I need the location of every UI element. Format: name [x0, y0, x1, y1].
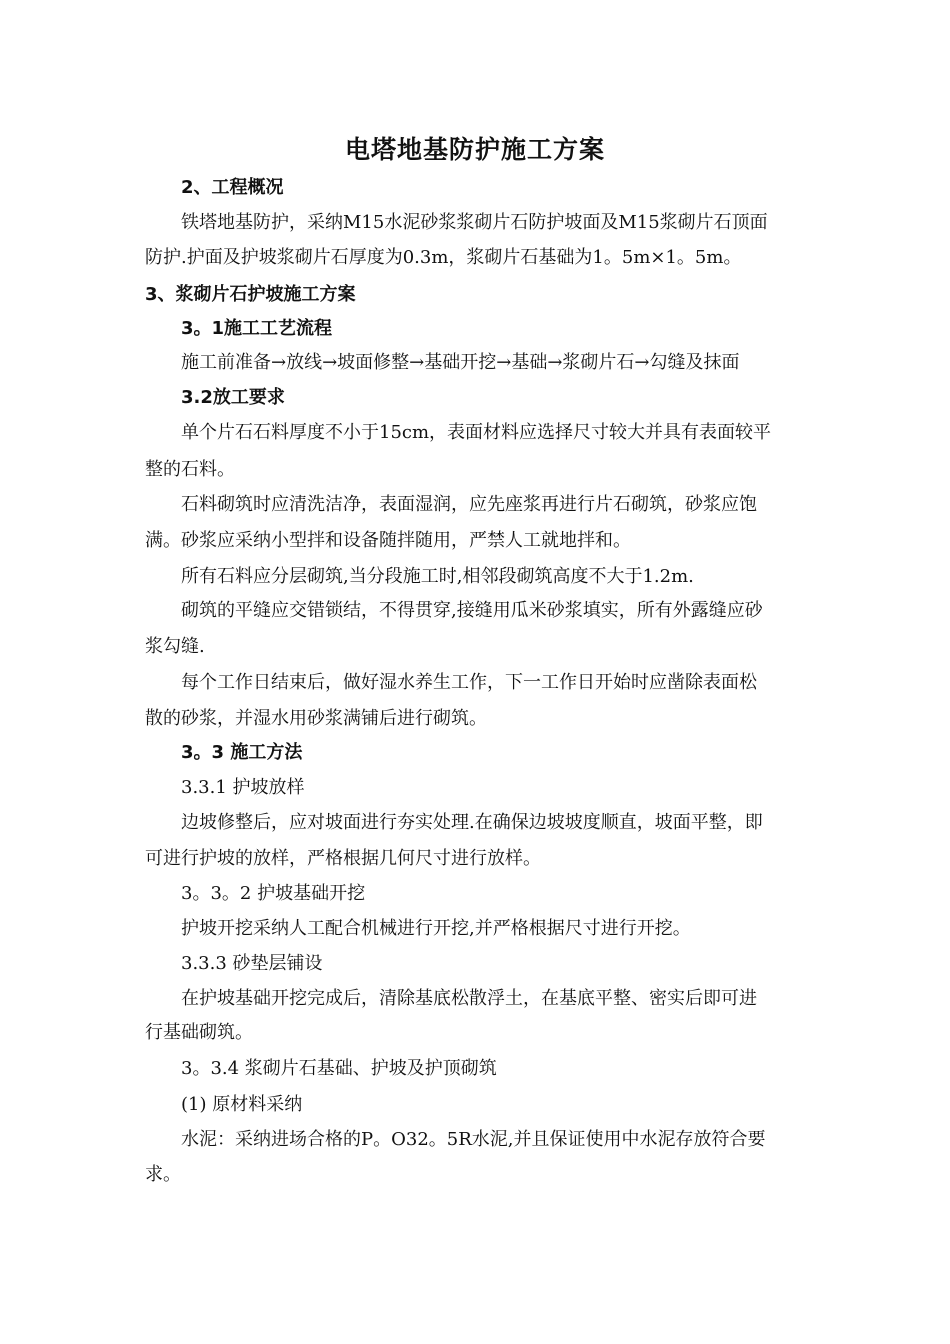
subheading-3-3-1: 3.3.1 护坡放样 — [181, 777, 305, 798]
paragraph-line: 可进行护坡的放样，严格根据几何尺寸进行放样。 — [145, 848, 541, 869]
paragraph-line: 护坡开挖采纳人工配合机械进行开挖,并严格根据尺寸进行开挖。 — [181, 918, 691, 939]
list-item-1: (1) 原材料采纳 — [181, 1094, 303, 1115]
paragraph-line: 每个工作日结束后，做好湿水养生工作，下一工作日开始时应凿除表面松 — [181, 672, 757, 693]
heading-3: 3、浆砌片石护坡施工方案 — [145, 284, 356, 305]
heading-3-2: 3.2放工要求 — [181, 387, 285, 408]
subheading-3-3-2: 3。3。2 护坡基础开挖 — [181, 883, 366, 904]
subheading-3-3-4: 3。3.4 浆砌片石基础、护坡及护顶砌筑 — [181, 1058, 497, 1079]
paragraph-line: 浆勾缝. — [145, 636, 205, 657]
paragraph-line: 单个片石石料厚度不小于15cm，表面材料应选择尺寸较大并具有表面较平 — [181, 422, 772, 443]
document-title: 电塔地基防护施工方案 — [344, 135, 605, 164]
heading-2: 2、工程概况 — [181, 177, 284, 198]
paragraph-line: 铁塔地基防护，采纳M15水泥砂浆浆砌片石防护坡面及M15浆砌片石顶面 — [181, 212, 768, 233]
paragraph-line: 所有石料应分层砌筑,当分段施工时,相邻段砌筑高度不大于1.2m. — [181, 566, 694, 587]
subheading-3-3-3: 3.3.3 砂垫层铺设 — [181, 953, 323, 974]
process-flow-line: 施工前准备→放线→坡面修整→基础开挖→基础→浆砌片石→勾缝及抹面 — [181, 352, 740, 373]
paragraph-line: 满。砂浆应采纳小型拌和设备随拌随用，严禁人工就地拌和。 — [145, 530, 631, 551]
paragraph-line: 求。 — [145, 1164, 181, 1185]
paragraph-line: 水泥：采纳进场合格的P。O32。5R水泥,并且保证使用中水泥存放符合要 — [181, 1129, 766, 1150]
paragraph-line: 砌筑的平缝应交错锁结，不得贯穿,接缝用瓜米砂浆填实，所有外露缝应砂 — [181, 600, 763, 621]
paragraph-line: 散的砂浆，并湿水用砂浆满铺后进行砌筑。 — [145, 708, 487, 729]
paragraph-line: 边坡修整后，应对坡面进行夯实处理.在确保边坡坡度顺直，坡面平整，即 — [181, 812, 763, 833]
heading-3-1: 3。1施工工艺流程 — [181, 318, 333, 339]
paragraph-line: 石料砌筑时应清洗洁净，表面湿润，应先座浆再进行片石砌筑，砂浆应饱 — [181, 494, 757, 515]
paragraph-line: 整的石料。 — [145, 459, 235, 480]
paragraph-line: 在护坡基础开挖完成后，清除基底松散浮土，在基底平整、密实后即可进 — [181, 988, 757, 1009]
heading-3-3: 3。3 施工方法 — [181, 742, 303, 763]
paragraph-line: 防护.护面及护坡浆砌片石厚度为0.3m，浆砌片石基础为1。5m×1。5m。 — [145, 247, 742, 268]
paragraph-line: 行基础砌筑。 — [145, 1022, 253, 1043]
